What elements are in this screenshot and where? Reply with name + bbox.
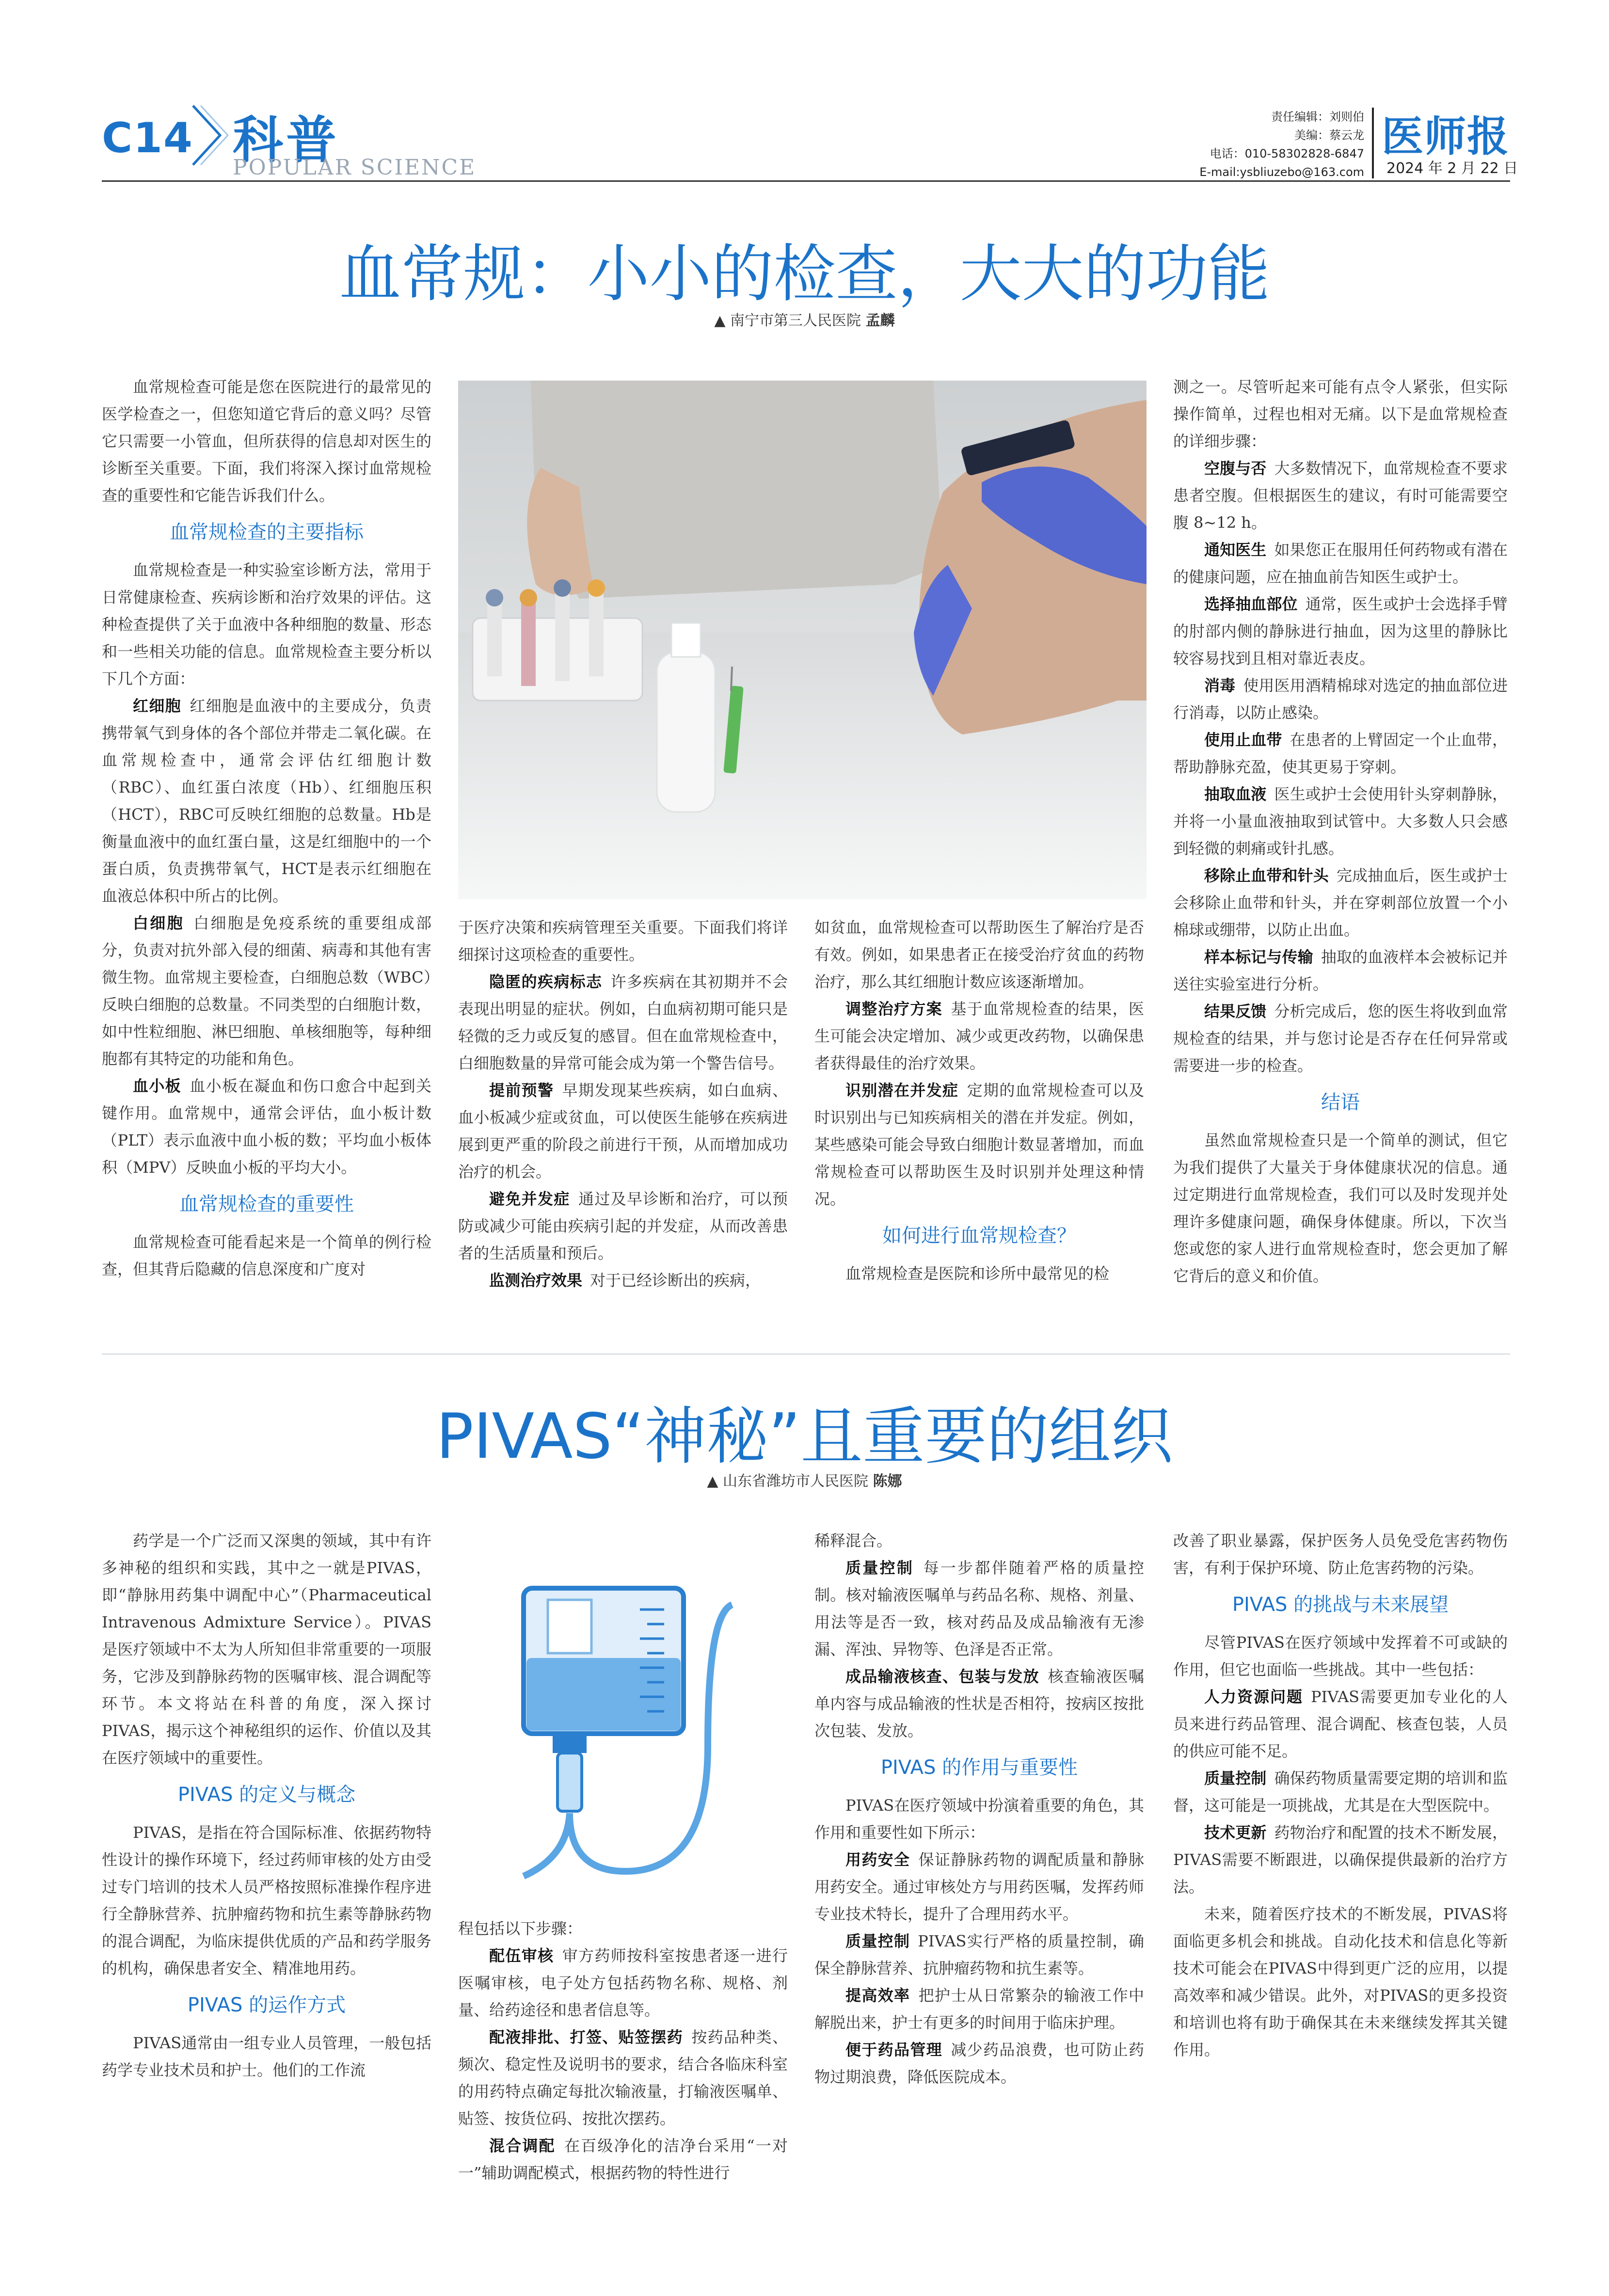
paragraph-text: 核查输液医嘱单内容与成品输液的性状是否相符，按病区按批次包装、发放。 (814, 1667, 1144, 1740)
paragraph (1173, 1900, 1508, 2063)
paragraph-keyword: 技术更新 (1204, 1823, 1267, 1842)
paragraph (814, 1982, 1144, 2036)
subheading: 结语 (1321, 1091, 1360, 1114)
paragraph (1173, 672, 1508, 726)
paragraph (458, 914, 788, 968)
paragraph-text: 抽取的血液样本会被标记并送往实验室进行分析。 (1173, 948, 1508, 993)
subheading: PIVAS 的定义与概念 (177, 1784, 356, 1806)
paragraph-keyword: 成品输液核查、包装与发放 (845, 1667, 1039, 1686)
header-rule (102, 180, 1510, 182)
paragraph-text: 于医疗决策和疾病管理至关重要。下面我们将详细探讨这项检查的重要性。 (458, 918, 788, 964)
article1-byline-org: ▲ 南宁市第三人民医院 (714, 312, 861, 329)
paragraph (102, 2029, 431, 2084)
article2-byline-org: ▲ 山东省潍坊市人民医院 (707, 1473, 869, 1490)
paragraph-keyword: 提前预警 (489, 1081, 554, 1100)
article2-byline-author: 陈娜 (873, 1473, 902, 1490)
paragraph (102, 1819, 431, 1982)
paragraph (1173, 998, 1508, 1079)
paragraph-text: 使用医用酒精棉球对选定的抽血部位进行消毒，以防止感染。 (1173, 676, 1508, 722)
article2-column-4 (1173, 1527, 1508, 2063)
article1-column-4 (1173, 373, 1508, 1290)
paragraph (1173, 726, 1508, 781)
paragraph-text: 通常，医生或护士会选择手臂的肘部内侧的静脉进行抽血，因为这里的静脉比较容易找到且相对靠近表皮。 (1173, 595, 1508, 668)
paragraph-text: 分析完成后，您的医生将收到血常规检查的结果，并与您讨论是否存在任何异常或需要进一步的检查。 (1173, 1002, 1508, 1075)
paragraph (458, 1077, 788, 1185)
subheading: PIVAS 的运作方式 (187, 1994, 346, 2016)
article-separator (102, 1354, 1510, 1355)
paragraph-keyword: 红细胞 (133, 697, 181, 715)
paragraph-text: 稀释混合。 (814, 1531, 892, 1550)
paragraph-keyword: 避免并发症 (489, 1190, 570, 1208)
section-title: 科普 (233, 111, 340, 170)
paragraph-text: PIVAS实行严格的质量控制，确保全静脉营养、抗肿瘤药物和抗生素等。 (814, 1932, 1144, 1977)
article1-column-2 (458, 914, 788, 1294)
paragraph-keyword: 质量控制 (1204, 1769, 1267, 1787)
paragraph (814, 1260, 1144, 1287)
article2-column-3 (814, 1527, 1144, 2090)
paragraph-keyword: 空腹与否 (1204, 459, 1267, 478)
paragraph (1173, 943, 1508, 998)
paragraph (458, 1267, 788, 1294)
paragraph-keyword: 白细胞 (133, 914, 184, 932)
page-number: C14 (102, 114, 193, 162)
paragraph (458, 1185, 788, 1267)
article1-title: 血常规：小小的检查，大大的功能 (339, 238, 1270, 310)
paragraph-text: 未来，随着医疗技术的不断发展，PIVAS将面临更多机会和挑战。自动化技术和信息化等新技术可能会在PIVAS中得到更广泛的应用，以提高效率和减少错误。此外，对PIVAS的更多投资和培训也将有助于确保其在未来继续发挥其关键作用。 (1173, 1905, 1508, 2059)
paragraph-text: 完成抽血后，医生或护士会移除止血带和针头，并在穿刺部位放置一个小棉球或绷带，以防止出血。 (1173, 866, 1508, 939)
credit-email: E-mail:ysbliuzebo@163.com (1199, 165, 1364, 179)
masthead-logo: 医师报 (1382, 112, 1510, 161)
paragraph-keyword: 隐匿的疾病标志 (489, 973, 603, 991)
paragraph-keyword: 混合调配 (489, 2137, 556, 2155)
paragraph-keyword: 质量控制 (845, 1559, 914, 1577)
paragraph (814, 1663, 1144, 1744)
paragraph-text: 血常规检查是医院和诊所中最常见的检 (845, 1264, 1110, 1283)
paragraph (1173, 1765, 1508, 1819)
paragraph (1173, 1683, 1508, 1765)
paragraph-keyword: 提高效率 (845, 1986, 910, 2005)
paragraph-text: 药物治疗和配置的技术不断发展，PIVAS需要不断跟进，以确保提供最新的治疗方法。 (1173, 1823, 1508, 1896)
article2-byline (0, 1469, 1609, 1490)
paragraph (1173, 862, 1508, 943)
subheading: PIVAS 的挑战与未来展望 (1232, 1594, 1449, 1616)
paragraph (458, 1942, 788, 2024)
paragraph-text: 确保药物质量需要定期的培训和监督，这可能是一项挑战，尤其是在大型医院中。 (1173, 1769, 1508, 1815)
paragraph-keyword: 配伍审核 (489, 1946, 554, 1965)
article1-column-3 (814, 914, 1144, 1287)
paragraph-keyword: 调整治疗方案 (845, 1000, 942, 1018)
paragraph (814, 914, 1144, 995)
paragraph (814, 2036, 1144, 2090)
subheading: 血常规检查的主要指标 (170, 521, 364, 543)
paragraph-text: PIVAS通常由一组专业人员管理，一般包括药学专业技术员和护士。他们的工作流 (102, 2034, 431, 2079)
paragraph-text: 定期的血常规检查可以及时识别出与已知疾病相关的潜在并发症。例如，某些感染可能会导致白细胞计数显著增加，而血常规检查可以帮助医生及时识别并处理这种情况。 (814, 1081, 1144, 1208)
issue-date: 2024 年 2 月 22 日 (1386, 160, 1518, 177)
paragraph-keyword: 样本标记与传输 (1204, 948, 1313, 966)
paragraph-text: 把护士从日常繁杂的输液工作中解脱出来，护士有更多的时间用于临床护理。 (814, 1986, 1144, 2032)
paragraph-text: 红细胞是血液中的主要成分，负责携带氧气到身体的各个部位并带走二氧化碳。在血常规检查中，通常会评估红细胞计数（RBC）、血红蛋白浓度（Hb）、红细胞压积（HCT），RBC可反映红细胞的总数量。Hb是衡量血液中的血红蛋白量，这是红细胞中的一个蛋白质，负责携带氧气，HCT是表示红细胞在血液总体积中所占的比例。 (102, 697, 431, 905)
paragraph-keyword: 选择抽血部位 (1204, 595, 1298, 613)
paragraph-text: 在百级净化的洁净台采用“一对一”辅助调配模式，根据药物的特性进行 (458, 2137, 788, 2182)
paragraph (458, 2024, 788, 2132)
paragraph-text: PIVAS需要更加专业化的人员来进行药品管理、混合调配、核查包装，人员的供应可能不足。 (1173, 1688, 1508, 1760)
paragraph (814, 1792, 1144, 1846)
paragraph-text: 每一步都伴随着严格的质量控制。核对输液医嘱单与药品名称、规格、剂量、用法等是否一致，核对药品及成品输液有无渗漏、浑浊、异物等、色泽是否正常。 (814, 1559, 1144, 1658)
subheading: PIVAS 的作用与重要性 (880, 1756, 1078, 1779)
paragraph-text: 血常规检查可能看起来是一个简单的例行检查，但其背后隐藏的信息深度和广度对 (102, 1233, 431, 1278)
blood-draw-photo (458, 381, 1147, 899)
article1-byline-author: 孟麟 (865, 312, 895, 329)
paragraph-text: 改善了职业暴露，保护医务人员免受危害药物伤害，有利于保护环境、防止危害药物的污染。 (1173, 1531, 1508, 1577)
iv-bag-illustration (480, 1585, 751, 1886)
paragraph (102, 557, 431, 692)
paragraph-text: 白细胞是免疫系统的重要组成部分，负责对抗外部入侵的细菌、病毒和其他有害微生物。血常规主要检查，白细胞总数（WBC）反映白细胞的总数量。不同类型的白细胞计数，如中性粒细胞、淋巴细胞、单核细胞等，每种细胞都有其特定的功能和角色。 (102, 914, 431, 1068)
paragraph (1173, 536, 1508, 590)
paragraph (814, 1928, 1144, 1982)
paragraph (1173, 455, 1508, 536)
paragraph-text: 对于已经诊断出的疾病， (590, 1271, 761, 1290)
paragraph-keyword: 监测治疗效果 (489, 1271, 583, 1290)
paragraph (1173, 781, 1508, 862)
paragraph-keyword: 血小板 (133, 1077, 181, 1095)
paragraph-text: 保证静脉药物的调配质量和静脉用药安全。通过审核处方与用药医嘱，发挥药师专业技术特长，提升了合理用药水平。 (814, 1850, 1144, 1923)
chevron-right-icon (190, 104, 229, 167)
paragraph (814, 1077, 1144, 1212)
paragraph (814, 995, 1144, 1077)
paragraph-keyword: 识别潜在并发症 (845, 1081, 959, 1100)
paragraph-text: 虽然血常规检查只是一个简单的测试，但它为我们提供了大量关于身体健康状况的信息。通过定期进行血常规检查，我们可以及时发现并处理许多健康问题，确保身体健康。所以，下次当您或您的家人进行血常规检查时，您会更加了解它背后的意义和价值。 (1173, 1131, 1508, 1285)
paragraph-text: 审方药师按科室按患者逐一进行医嘱审核，电子处方包括药物名称、规格、剂量、给药途径和患者信息等。 (458, 1946, 788, 2019)
paragraph-text: 通过及早诊断和治疗，可以预防或减少可能由疾病引起的并发症，从而改善患者的生活质量和预后。 (458, 1190, 788, 1262)
article2-title: PIVAS“神秘”且重要的组织 (436, 1401, 1173, 1473)
paragraph (1173, 1527, 1508, 1581)
paragraph (102, 1228, 431, 1283)
article1-column-1 (102, 373, 431, 1283)
paragraph-keyword: 消毒 (1204, 676, 1236, 695)
paragraph-keyword: 结果反馈 (1204, 1002, 1267, 1020)
paragraph-text: PIVAS，是指在符合国际标准、依据药物特性设计的操作环境下，经过药师审核的处方由受过专门培训的技术人员严格按照标准操作程序进行全静脉营养、抗肿瘤药物和抗生素等静脉药物的混合调配，为临床提供优质的产品和药学服务的机构，确保患者安全、精准地用药。 (102, 1823, 431, 1977)
paragraph (814, 1554, 1144, 1663)
credit-designer: 美编：蔡云龙 (1294, 128, 1364, 142)
paragraph-keyword: 使用止血带 (1204, 731, 1282, 749)
article2-column-2 (458, 1915, 788, 2186)
paragraph (458, 1915, 788, 1942)
article2-column-1 (102, 1527, 431, 2084)
paragraph-text: 减少药品浪费，也可防止药物过期浪费，降低医院成本。 (814, 2041, 1144, 2086)
paragraph-text: 在患者的上臂固定一个止血带，帮助静脉充盈，使其更易于穿刺。 (1173, 731, 1508, 776)
subheading: 如何进行血常规检查？ (882, 1225, 1076, 1247)
paragraph-text: 大多数情况下，血常规检查不要求患者空腹。但根据医生的建议，有时可能需要空腹 8~12 h。 (1173, 459, 1508, 532)
paragraph-text: 测之一。尽管听起来可能有点令人紧张，但实际操作简单，过程也相对无痛。以下是血常规检查的详细步骤： (1173, 378, 1508, 450)
paragraph-keyword: 通知医生 (1204, 541, 1267, 559)
article1-byline (0, 308, 1609, 330)
paragraph-keyword: 便于药品管理 (845, 2041, 942, 2059)
credit-editor: 责任编辑：刘则伯 (1271, 110, 1364, 124)
paragraph-text: 按药品种类、频次、稳定性及说明书的要求，结合各临床科室的用药特点确定每批次输液量，打输液医嘱单、贴签、按货位码、按批次摆药。 (458, 2028, 788, 2128)
paragraph-keyword: 移除止血带和针头 (1204, 866, 1329, 885)
paragraph (1173, 1127, 1508, 1290)
paragraph-text: 如果您正在服用任何药物或有潜在的健康问题，应在抽血前告知医生或护士。 (1173, 541, 1508, 586)
paragraph (102, 373, 431, 509)
credit-phone: 电话：010-58302828-6847 (1210, 147, 1364, 160)
paragraph-text: 药学是一个广泛而又深奥的领域，其中有许多神秘的组织和实践，其中之一就是PIVAS，即“静脉用药集中调配中心”（Pharmaceutical Intravenous Admixture Service）。PIVAS是医疗领域中不太为人所知但非常重要的一项服务，它涉及到静脉药物的医嘱审核、混合调配等环节。本文将站在科普的角度，深入探讨PIVAS，揭示这个神秘组织的运作、价值以及其在医疗领域中的重要性。 (102, 1531, 431, 1767)
paragraph-keyword: 人力资源问题 (1204, 1688, 1303, 1706)
header-divider (1372, 108, 1374, 178)
paragraph (102, 1527, 431, 1771)
paragraph-text: 血小板在凝血和伤口愈合中起到关键作用。血常规中，通常会评估，血小板计数（PLT）表示血液中血小板的数；平均血小板体积（MPV）反映血小板的平均大小。 (102, 1077, 431, 1177)
paragraph-keyword: 配液排批、打签、贴签摆药 (489, 2028, 683, 2046)
paragraph (1173, 1819, 1508, 1900)
editor-credits (1112, 108, 1364, 181)
paragraph-text: 基于血常规检查的结果，医生可能会决定增加、减少或更改药物，以确保患者获得最佳的治疗效果。 (814, 1000, 1144, 1072)
paragraph (1173, 1629, 1508, 1683)
paragraph-text: 如贫血，血常规检查可以帮助医生了解治疗是否有效。例如，如果患者正在接受治疗贫血的药物治疗，那么其红细胞计数应该逐渐增加。 (814, 918, 1144, 991)
section-subtitle: POPULAR SCIENCE (233, 155, 477, 180)
paragraph-text: 尽管PIVAS在医疗领域中发挥着不可或缺的作用，但它也面临一些挑战。其中一些包括： (1173, 1633, 1508, 1679)
paragraph-keyword: 抽取血液 (1204, 785, 1267, 803)
paragraph (102, 909, 431, 1072)
paragraph-text: 程包括以下步骤： (458, 1919, 583, 1938)
paragraph-keyword: 质量控制 (845, 1932, 910, 1950)
paragraph (814, 1527, 1144, 1554)
paragraph (102, 692, 431, 909)
paragraph-text: 血常规检查可能是您在医院进行的最常见的医学检查之一，但您知道它背后的意义吗？尽管它只需要一小管血，但所获得的信息却对医生的诊断至关重要。下面，我们将深入探讨血常规检查的重要性和它能告诉我们什么。 (102, 378, 431, 505)
subheading: 血常规检查的重要性 (179, 1193, 354, 1215)
paragraph (458, 968, 788, 1077)
paragraph (1173, 373, 1508, 455)
paragraph-text: 血常规检查是一种实验室诊断方法，常用于日常健康检查、疾病诊断和治疗效果的评估。这种检查提供了关于血液中各种细胞的数量、形态和一些相关功能的信息。血常规检查主要分析以下几个方面： (102, 561, 431, 688)
paragraph-text: 许多疾病在其初期并不会表现出明显的症状。例如，白血病初期可能只是轻微的乏力或反复的感冒。但在血常规检查中，白细胞数量的异常可能会成为第一个警告信号。 (458, 973, 788, 1072)
paragraph (102, 1072, 431, 1181)
paragraph-text: PIVAS在医疗领域中扮演着重要的角色，其作用和重要性如下所示： (814, 1796, 1144, 1842)
paragraph-text: 医生或护士会使用针头穿刺静脉，并将一小量血液抽取到试管中。大多数人只会感到轻微的刺痛或针扎感。 (1173, 785, 1508, 858)
paragraph (458, 2132, 788, 2186)
paragraph-keyword: 用药安全 (845, 1850, 910, 1869)
paragraph (1173, 590, 1508, 672)
paragraph (814, 1846, 1144, 1928)
paragraph-text: 早期发现某些疾病，如白血病、血小板减少症或贫血，可以使医生能够在疾病进展到更严重的阶段之前进行干预，从而增加成功治疗的机会。 (458, 1081, 788, 1181)
